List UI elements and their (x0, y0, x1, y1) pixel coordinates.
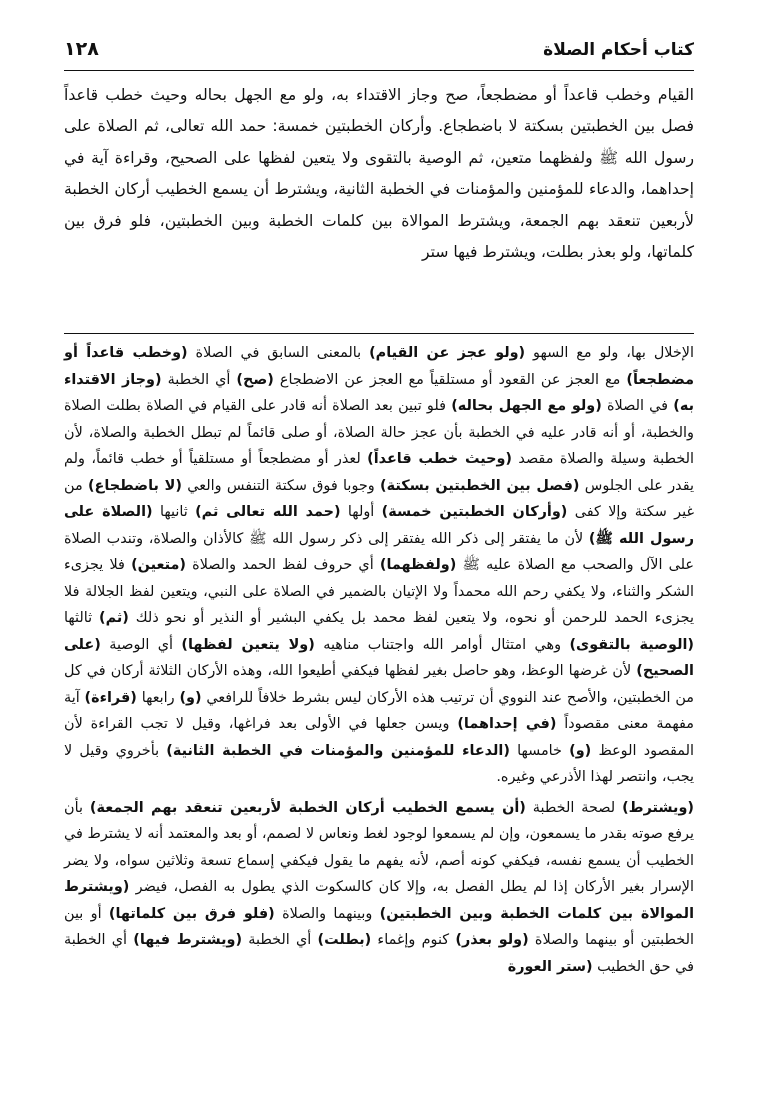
commentary-span: بأن يرفع صوته بقدر ما يسمعون، وإن لم يسمعوا لوجود لغط ونعاس لا لصمم، أو بعد والمعتمد أنه لا يشترط في الخطيب أن يسمع نفسه، فيكفي كونه أصم، لأنه يفهم ما يقول فيكفي إسماع تسعة وثلاثين سواه، ولا يضر الإسرار بغير الأركان إذا لم يطل الفصل به، وإلا كان كالسكوت الذي يطول به الفصل، فيضر (64, 799, 694, 895)
commentary-span: بأخروي وقيل لا يجب، وانتصر لهذا الأذرعي وغيره. (64, 742, 694, 785)
quoted-matn: (ولو بعذر) (455, 932, 529, 948)
book-page (64, 32, 694, 1072)
commentary-span: لعذر أو مضطجعاً أو مستلقياً أو خطب قائماً، ولم يقدر على الجلوس (64, 451, 694, 494)
quoted-matn: (وجاز الاقتداء به) (64, 371, 694, 414)
quoted-matn: (وخطب قاعداً أو مضطجعاً) (64, 345, 694, 388)
quoted-matn: (متعين) (131, 557, 186, 573)
quoted-matn: (قراءة) (84, 689, 137, 706)
main-text (64, 80, 694, 268)
quoted-matn: (ويشترط فيها) (133, 932, 243, 948)
book-title: كتاب أحكام الصلاة (543, 40, 694, 60)
commentary-span: فلو تبين بعد الصلاة أنه قادر على القيام في الصلاة بطلت الصلاة والخطبة، أو أنه قادر عليه في الخطبة بأن عجز حالة الصلاة، أو صلى قائماً لم تبطل الخطبة والصلاة، لأن الخطبة وسيلة والصلاة مقصد (64, 398, 694, 467)
commentary-span: لصحة الخطبة (525, 799, 623, 816)
commentary-span: ويسن جعلها في الأولى بعد فراغها، وقيل لا تجب القراءة لأن المقصود الوعظ (64, 716, 694, 759)
quoted-matn: (ولو عجز عن القيام) (369, 345, 526, 361)
quoted-matn: (ستر العورة (507, 958, 593, 975)
quoted-matn: (الدعاء للمؤمنين والمؤمنات في الخطبة الثانية) (166, 742, 510, 759)
commentary-span: لأن غرضها الوعظ، وهو حاصل بغير لفظها فيكفي أطيعوا الله، وهذه الأركان الثلاثة أركان في كل من الخطبتين، والأصح عند النووي أن ترتيب هذه الأركان ليس بشرط خلافاً للرافعي (64, 663, 694, 706)
main-text-paragraph: القيام وخطب قاعداً أو مضطجعاً، صح وجاز الاقتداء به، ولو مع الجهل بحاله وحيث خطب قاعداً فصل بين الخطبتين بسكتة لا باضطجاع. وأركان الخطبتين خمسة: حمد الله تعالى، ثم الصلاة على رسول الله ﷺ ولفظهما متعين، ثم الوصية بالتقوى ولا يتعين لفظها على الصحيح، وقراءة آية في إحداهما، والدعاء للمؤمنين والمؤمنات في الخطبة الثانية، ويشترط أن يسمع الخطيب أركان الخطبة لأربعين تنعقد بهم الجمعة، ويشترط الموالاة بين كلمات الخطبة وبين الخطبتين، فلو فرق بين كلماتها، ولو بعذر بطلت، ويشترط فيها ستر (64, 86, 694, 262)
quoted-matn: (و) (569, 742, 592, 759)
quoted-matn: (بطلت) (317, 932, 372, 948)
commentary-span: أي الوصية (100, 636, 182, 653)
commentary-span: فلا يجزىء الشكر والثناء، ولا يكفي رحم الله محمداً ولا الإتيان بالضمير في الصلاة على النبي، ويتعين لفظ الجلالة فلا يجزىء الحمد للرحمن أو نحوه، ولا يتعين لفظ محمد بل يكفي البشير أو النذير أو نحو ذلك (64, 557, 694, 626)
commentary-span: أي حروف لفظ الحمد والصلاة (186, 557, 380, 573)
commentary-paragraph-1 (64, 340, 694, 791)
commentary-span: الإخلال بها، ولو مع السهو (525, 345, 694, 361)
page-number: ١٢٨ (64, 38, 99, 60)
quoted-matn: (ثم) (99, 610, 129, 626)
quoted-matn: (وحيث خطب قاعداً) (367, 451, 512, 467)
commentary-paragraph-2 (64, 795, 694, 981)
quoted-matn: (الصلاة على رسول الله ﷺ) (64, 504, 694, 547)
commentary-span: لأن ما يفتقر إلى ذكر الله يفتقر إلى ذكر رسول الله ﷺ كالأذان والصلاة، وتندب الصلاة على الآل والصحب مع الصلاة عليه ﷺ (64, 530, 694, 573)
quoted-matn: (ولا يتعين لفظها) (181, 636, 315, 653)
commentary-span: ثالثها (64, 610, 100, 626)
commentary-span: أي الخطبة (161, 371, 237, 388)
quoted-matn: (في إحداهما) (457, 716, 557, 732)
quoted-matn: (الوصية بالتقوى) (569, 636, 694, 653)
quoted-matn: (ويشترط الموالاة بين كلمات الخطبة وبين الخطبتين) (64, 879, 695, 922)
commentary-text (64, 340, 694, 980)
footnote-separator (64, 333, 694, 334)
commentary-span: في الصلاة (601, 398, 674, 414)
commentary-span: رابعها (136, 689, 180, 706)
quoted-matn: (ولفظهما) (379, 557, 457, 573)
quoted-matn: (ويشترط) (622, 799, 694, 816)
commentary-span: وجوبا فوق سكتة التنفس والعي (181, 477, 381, 494)
quoted-matn: (فلو فرق بين كلماتها) (108, 905, 275, 922)
quoted-matn: (فصل بين الخطبتين بسكتة) (380, 477, 580, 494)
commentary-span: أو بين الخطبتين أو بينهما والصلاة (64, 905, 694, 948)
quoted-matn: (وأركان الخطبتين خمسة) (381, 504, 568, 520)
commentary-span: ثانيها (152, 504, 196, 520)
commentary-span: أولها (340, 504, 382, 520)
commentary-span: مع العجز عن القعود أو مستلقياً مع العجز عن الاضطجاع (273, 371, 627, 388)
quoted-matn: (على الصحيح) (64, 636, 694, 679)
commentary-span: بالمعنى السابق في الصلاة (187, 345, 370, 361)
commentary-span: أي الخطبة في حق الخطيب (64, 932, 694, 975)
quoted-matn: (حمد الله تعالى ثم) (195, 504, 341, 520)
commentary-span: كنوم وإغماء (371, 932, 456, 948)
page-header (64, 38, 694, 71)
commentary-span: وهي امتثال أوامر الله واجتناب مناهيه (314, 636, 570, 653)
quoted-matn: (لا باضطجاع) (87, 477, 182, 494)
quoted-matn: (ولو مع الجهل بحاله) (451, 398, 602, 414)
quoted-matn: (و) (179, 689, 202, 706)
commentary-span: من غير سكتة وإلا كفى (64, 477, 694, 520)
commentary-span: خامسها (509, 742, 570, 759)
commentary-span: وبينهما والصلاة (274, 905, 380, 922)
quoted-matn: (أن يسمع الخطيب أركان الخطبة لأربعين تنعقد بهم الجمعة) (89, 799, 526, 816)
commentary-span: أي الخطبة (242, 932, 318, 948)
quoted-matn: (صح) (236, 371, 274, 388)
commentary-span: آية مفهمة معنى مقصوداً (64, 689, 694, 732)
